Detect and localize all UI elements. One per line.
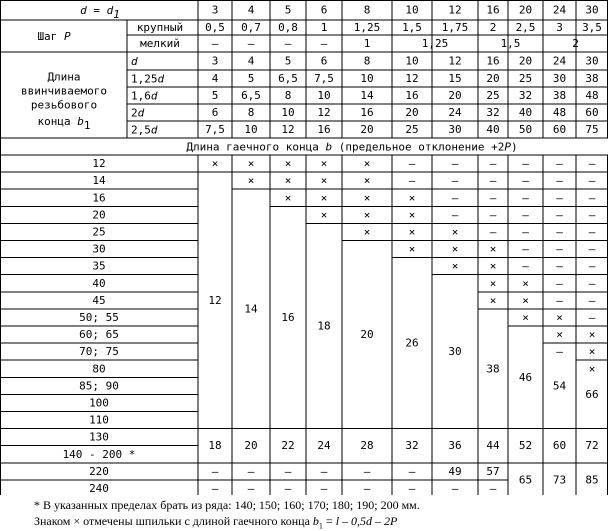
row-240-value: – [489,481,497,495]
mark-cell: – [522,174,529,188]
length-value: 7,5 [205,123,225,136]
length-value: 10 [405,54,419,68]
nut-end-value-130: 24 [317,439,331,453]
footnote-b-symbol: b [312,514,319,528]
stud-length: 40 [92,276,106,290]
mark-cell: – [408,174,416,188]
length-value: 30 [552,72,567,85]
length-value: 12 [405,72,419,85]
mark-cell: – [451,191,459,205]
mark-cell: × [363,225,371,239]
length-value: 4 [211,72,219,85]
length-value: 10 [317,89,331,102]
stud-length: 45 [92,293,106,307]
footnote-series-text: * В указанных пределах брать из ряда: 140; 150; 160; 170; 180; 190; 200 мм. [34,498,420,512]
length-value: 10 [360,72,374,85]
mark-cell: × [588,345,596,359]
nut-end-value: 14 [244,302,258,316]
length-value: 6 [320,54,328,68]
coarse-label: крупный [136,21,184,34]
nut-end-value-130: 52 [518,439,533,453]
length-row-label: d [131,54,138,68]
d-label: d = d1 [80,3,120,21]
row-220-value: – [247,464,255,478]
nut-end-value-130: 32 [405,439,419,453]
row-240-value: – [408,481,416,495]
nut-end-value: 20 [360,328,374,342]
mark-cell: – [588,259,596,273]
length-value: 24 [552,54,567,68]
length-row-label: 2d [131,106,145,119]
length-value: 16 [405,89,419,102]
stud-length: 25 [92,225,106,239]
mark-cell: – [588,310,596,324]
mark-cell: – [588,225,596,239]
fine-pitch-value: – [247,37,255,50]
footnote-formula: l – 0,5d – 2P [335,514,398,528]
length-value: 75 [585,123,599,136]
row-220-value: 49 [448,464,462,478]
d-value: 10 [405,3,419,17]
coarse-pitch-value: 0,7 [241,21,261,34]
mark-cell: × [320,208,328,222]
mark-cell: × [320,174,328,188]
mark-cell: – [451,174,459,188]
nut-end-value-130: 60 [552,439,567,453]
length-value: 6 [211,106,219,119]
mark-cell: × [489,259,497,273]
mark-cell: × [408,208,416,222]
length-value: 40 [518,106,533,119]
length-value: 8 [363,54,371,68]
fine-pitch-value: – [284,37,292,50]
length-value: 20 [518,54,533,68]
length-value: 32 [518,89,533,102]
footnote-series [34,498,420,513]
length-row-label: 1,6d [131,89,158,102]
mark-cell: – [588,208,596,222]
mark-cell: – [522,242,529,256]
length-label-line: Длина [47,70,81,84]
mark-cell: × [247,174,255,188]
mark-cell: × [556,310,563,324]
nut-end-value-130: 22 [281,439,295,453]
mark-cell: × [588,328,596,342]
fine-pitch-value: 1,5 [500,37,521,50]
d-value: 8 [363,3,371,17]
row-220-240-value: 73 [552,473,567,487]
mark-cell: × [284,157,292,171]
footnote-b-subscript: 1 [318,521,323,531]
footnote-mark-legend [34,514,397,530]
stud-length: 130 [89,430,109,444]
fine-pitch-value: 2 [572,37,579,50]
stud-length: 12 [92,157,106,171]
d-value: 5 [284,3,292,17]
mark-cell: – [451,157,459,171]
nut-end-value: 30 [448,345,462,359]
length-value: 16 [360,106,374,119]
length-value: 15 [448,72,462,85]
row-240-value: – [451,481,459,495]
mark-cell: – [556,208,563,222]
mark-cell: – [489,174,497,188]
mark-cell: – [556,191,563,205]
row-220-value: – [408,464,416,478]
length-value: 30 [448,123,462,136]
mark-cell: × [363,174,371,188]
mark-cell: – [588,191,596,205]
length-value: 38 [585,72,599,85]
mark-cell: – [522,208,529,222]
length-label-line: конца b1 [37,114,91,132]
mark-cell: × [363,208,371,222]
mark-cell: – [522,191,529,205]
mark-cell: – [556,345,563,359]
length-value: 20 [448,89,462,102]
mark-cell: × [522,276,529,290]
mark-cell: × [408,191,416,205]
fine-label: мелкий [140,37,180,50]
d-value: 24 [552,3,567,17]
mark-cell: – [489,225,497,239]
length-value: 4 [247,54,255,68]
length-value: 5 [211,89,219,102]
pitch-label: Шаг P [37,29,71,43]
d-value: 6 [320,3,328,17]
row-240-value: – [284,481,292,495]
mark-cell: – [489,157,497,171]
length-value: 8 [247,106,255,119]
length-value: 20 [405,106,419,119]
nut-end-value: 38 [486,362,500,376]
length-value: 60 [552,123,567,136]
stud-length: 50; 55 [79,310,119,324]
nut-end-title: Длина гаечного конца b (предельное отклонение +2P) [186,140,518,153]
length-value: 5 [284,54,292,68]
length-value: 25 [518,72,533,85]
mark-cell: × [489,276,497,290]
mark-cell: × [408,242,416,256]
nut-end-value-130: 72 [585,439,599,453]
mark-cell: – [522,157,529,171]
mark-cell: × [363,191,371,205]
nut-end-value: 46 [518,370,533,384]
d-value: 16 [486,3,500,17]
mark-cell: × [408,225,416,239]
mark-cell: × [522,310,529,324]
mark-cell: – [556,242,563,256]
mark-cell: – [408,157,416,171]
stud-length: 70; 75 [79,345,119,359]
mark-cell: – [588,157,596,171]
mark-cell: × [284,191,292,205]
stud-length: 220 [89,464,109,478]
length-label-line: ввинчиваемого [20,84,108,98]
length-value: 24 [448,106,462,119]
mark-cell: × [522,293,529,307]
d-value: 3 [211,3,219,17]
d-value: 30 [585,3,599,17]
length-value: 14 [360,89,374,102]
mark-cell: – [489,208,497,222]
mark-cell: × [556,328,563,342]
row-220-value: – [211,464,219,478]
coarse-pitch-value: 2 [489,21,497,34]
nut-end-value-130: 20 [244,439,258,453]
length-value: 48 [585,89,599,102]
length-value: 48 [552,106,567,119]
length-value: 25 [486,89,500,102]
mark-cell: × [320,191,328,205]
d-value: 4 [247,3,255,17]
length-value: 6,5 [278,72,298,85]
stud-length: 80 [92,362,106,376]
length-value: 38 [552,89,567,102]
mark-cell: × [363,157,371,171]
length-value: 5 [247,72,255,85]
length-row-label: 1,25d [131,72,165,85]
row-220-value: 57 [486,464,500,478]
d-value: 12 [448,3,462,17]
length-value: 10 [244,123,258,136]
length-row-label: 2,5d [131,123,158,136]
nut-end-value: 16 [281,310,295,324]
coarse-pitch-value: 1 [320,21,328,34]
footnote-legend-text: Знаком × отмечены шпильки с длиной гаечного конца [34,514,313,528]
coarse-pitch-value: 3,5 [582,21,602,34]
length-value: 20 [360,123,374,136]
mark-cell: – [556,293,563,307]
mark-cell: × [211,157,219,171]
stud-length: 100 [89,396,109,410]
mark-cell: – [556,225,563,239]
mark-cell: × [451,259,459,273]
stud-length: 16 [92,191,106,205]
mark-cell: – [588,242,596,256]
length-value: 16 [486,54,500,68]
nut-end-value-130: 18 [208,439,222,453]
length-value: 25 [405,123,419,136]
stud-length: 14 [92,174,106,188]
mark-cell: – [522,225,529,239]
length-value: 30 [585,54,599,68]
mark-cell: × [451,225,459,239]
row-220-240-value: 65 [518,473,533,487]
fine-pitch-value: 1,25 [421,37,449,50]
footnote-equals: = [322,514,336,528]
coarse-pitch-value: 0,5 [205,21,225,34]
mark-cell: × [320,157,328,171]
mark-cell: × [489,242,497,256]
row-240-value: – [363,481,371,495]
mark-cell: × [451,242,459,256]
mark-cell: – [556,157,563,171]
coarse-pitch-value: 0,8 [278,21,298,34]
length-value: 12 [317,106,331,119]
mark-cell: – [588,293,596,307]
coarse-pitch-value: 3 [556,21,563,34]
stud-length: 20 [92,208,106,222]
stud-length: 30 [92,242,106,256]
nut-end-value: 18 [317,319,331,333]
length-value: 3 [211,54,219,68]
row-240-value: – [247,481,255,495]
mark-cell: – [489,191,497,205]
length-value: 7,5 [314,72,334,85]
stud-length: 60; 65 [79,328,119,342]
length-value: 20 [486,72,500,85]
row-220-value: – [320,464,328,478]
length-value: 16 [317,123,331,136]
mark-cell: × [489,293,497,307]
stud-length: 35 [92,259,106,273]
mark-cell: – [588,174,596,188]
length-label-line: резьбового [30,98,98,112]
row-240-value: – [320,481,328,495]
nut-end-value: 12 [208,293,222,307]
stud-length: 110 [89,413,109,427]
nut-end-value-130: 44 [486,439,500,453]
length-value: 10 [281,106,295,119]
nut-end-value: 66 [585,387,599,401]
nut-end-value: 54 [552,379,567,393]
coarse-pitch-value: 1,5 [402,21,422,34]
length-value: 40 [486,123,500,136]
mark-cell: – [588,276,596,290]
length-value: 32 [486,106,500,119]
nut-end-value-130: 36 [448,439,462,453]
mark-cell: – [522,259,529,273]
length-value: 50 [518,123,533,136]
stud-length: 240 [89,481,109,495]
mark-cell: – [451,208,459,222]
coarse-pitch-value: 1,25 [353,21,381,34]
nut-end-value: 26 [405,336,419,350]
length-value: 8 [284,89,292,102]
mark-cell: × [588,362,596,376]
row-240-value: – [211,481,219,495]
mark-cell: × [284,174,292,188]
row-220-240-value: 85 [585,473,599,487]
fine-pitch-value: 1 [363,37,371,50]
coarse-pitch-value: 2,5 [515,21,536,34]
stud-length: 85; 90 [79,379,119,393]
coarse-pitch-value: 1,75 [441,21,469,34]
row-220-value: – [284,464,292,478]
mark-cell: – [556,174,563,188]
length-value: 12 [448,54,462,68]
length-value: 60 [585,106,599,119]
nut-end-value-130: 28 [360,439,374,453]
length-value: 12 [281,123,295,136]
row-220-value: – [363,464,371,478]
length-value: 6,5 [241,89,261,102]
fine-pitch-value: – [320,37,328,50]
mark-cell: – [556,259,563,273]
mark-cell: – [556,276,563,290]
mark-cell: × [247,157,255,171]
stud-length: 140 - 200 * [62,447,136,461]
d-value: 20 [518,3,533,17]
fine-pitch-value: – [211,37,219,50]
